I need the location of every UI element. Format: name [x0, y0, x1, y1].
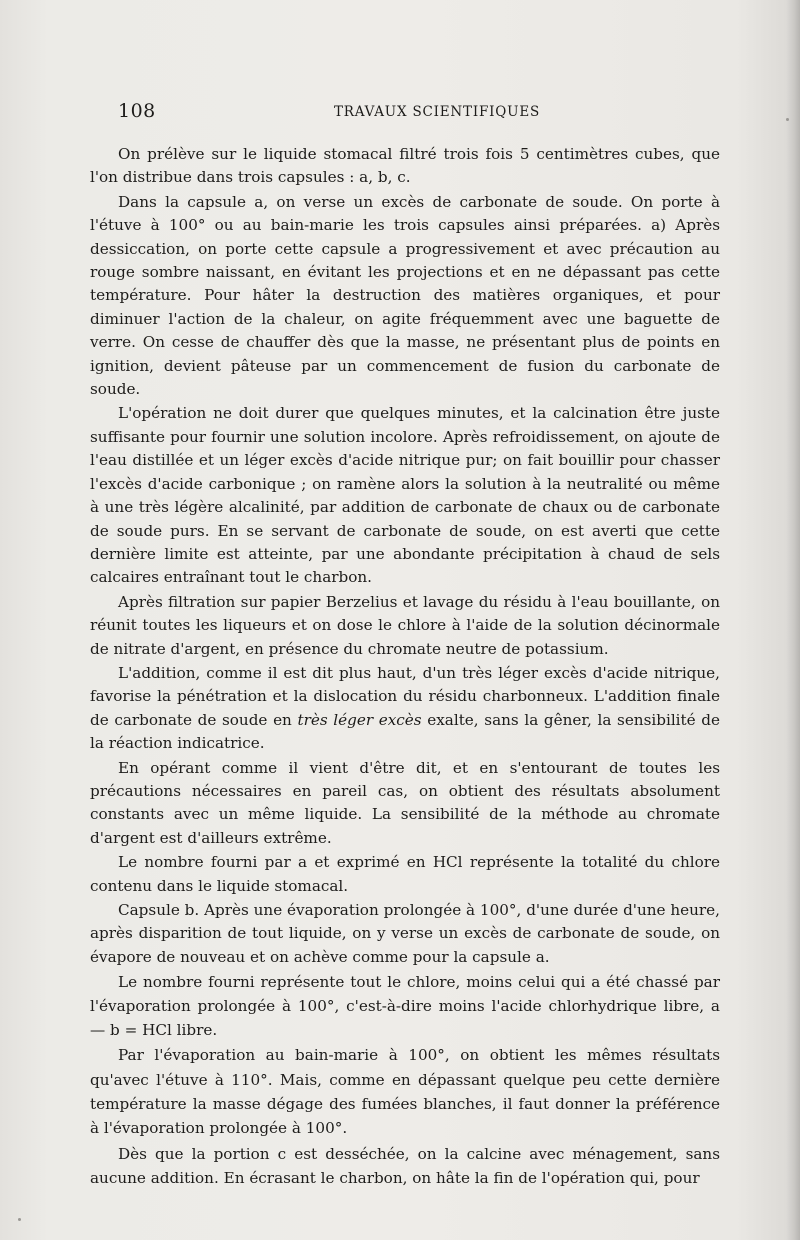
paragraph-8: Capsule b. Après une évaporation prolongée à 100°, d'une durée d'une heure, après disparition de tout liquide, on y verse un excès de carbonate de soude, on évapore de nouveau et on achève comme pour la capsule a.: [90, 901, 720, 966]
body-text: [90, 143, 720, 1191]
paragraph-3: L'opération ne doit durer que quelques minutes, et la calcination être juste suffisante pour fournir une solution incolore. Après refroidissement, on ajoute de l'eau distillée et un léger excès d'acide nitrique pur; on fait bouillir pour chasser l'excès d'acide carbonique ; on ramène alors la solution à la neutralité ou même à une très légère alcalinité, par addition de carbonate de chaux ou de carbonate de soude purs. En se servant de carbonate de soude, on est averti que cette dernière limite est atteinte, par une abondante précipitation à chaud de sels calcaires entraînant tout le charbon.: [90, 404, 720, 587]
paragraph-5-emphasis: très léger excès: [297, 710, 422, 729]
paragraph-11: Dès que la portion c est desséchée, on la calcine avec ménagement, sans aucune addition. En écrasant le charbon, on hâte la fin de l'opération qui, pour: [90, 1144, 720, 1188]
scan-speck: [18, 1218, 21, 1221]
page-number: 108: [118, 100, 156, 122]
paragraph-9: Le nombre fourni représente tout le chlore, moins celui qui a été chassé par l'évaporation prolongée à 100°, c'est-à-dire moins l'acide chlorhydrique libre, a — b = HCl libre.: [90, 973, 720, 1040]
running-title: TRAVAUX SCIENTIFIQUES: [333, 104, 541, 120]
paragraph-1: On prélève sur le liquide stomacal filtré trois fois 5 centimètres cubes, que l'on distribue dans trois capsules : a, b, c.: [90, 145, 720, 187]
paragraph-6: En opérant comme il vient d'être dit, et en s'entourant de toutes les précautions nécessaires en pareil cas, on obtient des résultats absolument constants avec un même liquide. La sensibilité de la méthode au chromate d'argent est d'ailleurs extrême.: [90, 758, 720, 847]
paragraph-2: Dans la capsule a, on verse un excès de carbonate de soude. On porte à l'étuve à 100° ou au bain-marie les trois capsules ainsi préparées. a) Après dessiccation, on porte cette capsule a progressivement et avec précaution au rouge sombre naissant, en évitant les projections et en ne dépassant pas cette température. Pour hâter la destruction des matières organiques, et pour diminuer l'action de la chaleur, on agite fréquemment avec une baguette de verre. On cesse de chauffer dès que la masse, ne présentant plus de points en ignition, devient pâteuse par un commencement de fusion du carbonate de soude.: [90, 192, 720, 399]
paragraph-5-text-before: L'addition, comme il est dit plus haut, d'un très léger excès d'acide nitrique, favorise la pénétration et la dislocation du résidu charbonneux. L'addition finale de carbonate de soude en: [90, 663, 720, 729]
paragraph-7: Le nombre fourni par a et exprimé en HCl représente la totalité du chlore contenu dans le liquide stomacal.: [90, 853, 720, 895]
page-header: [118, 100, 720, 126]
paragraph-4: Après filtration sur papier Berzelius et lavage du résidu à l'eau bouillante, on réunit toutes les liqueurs et on dose le chlore à l'aide de la solution décinormale de nitrate d'argent, en présence du chromate neutre de potassium.: [90, 592, 720, 658]
paragraph-10: Par l'évaporation au bain-marie à 100°, on obtient les mêmes résultats qu'avec l'étuve à 110°. Mais, comme en dépassant quelque peu cette dernière température la masse dégage des fumées blanches, il faut donner la préférence à l'évaporation prolongée à 100°.: [90, 1046, 720, 1138]
paragraph-5-text-after: exalte, sans la gêner, la sensibilité de la réaction indicatrice.: [90, 710, 720, 753]
page-edge-shadow: [786, 0, 800, 1240]
scan-speck: [786, 118, 789, 121]
paragraph-5: [90, 662, 720, 756]
